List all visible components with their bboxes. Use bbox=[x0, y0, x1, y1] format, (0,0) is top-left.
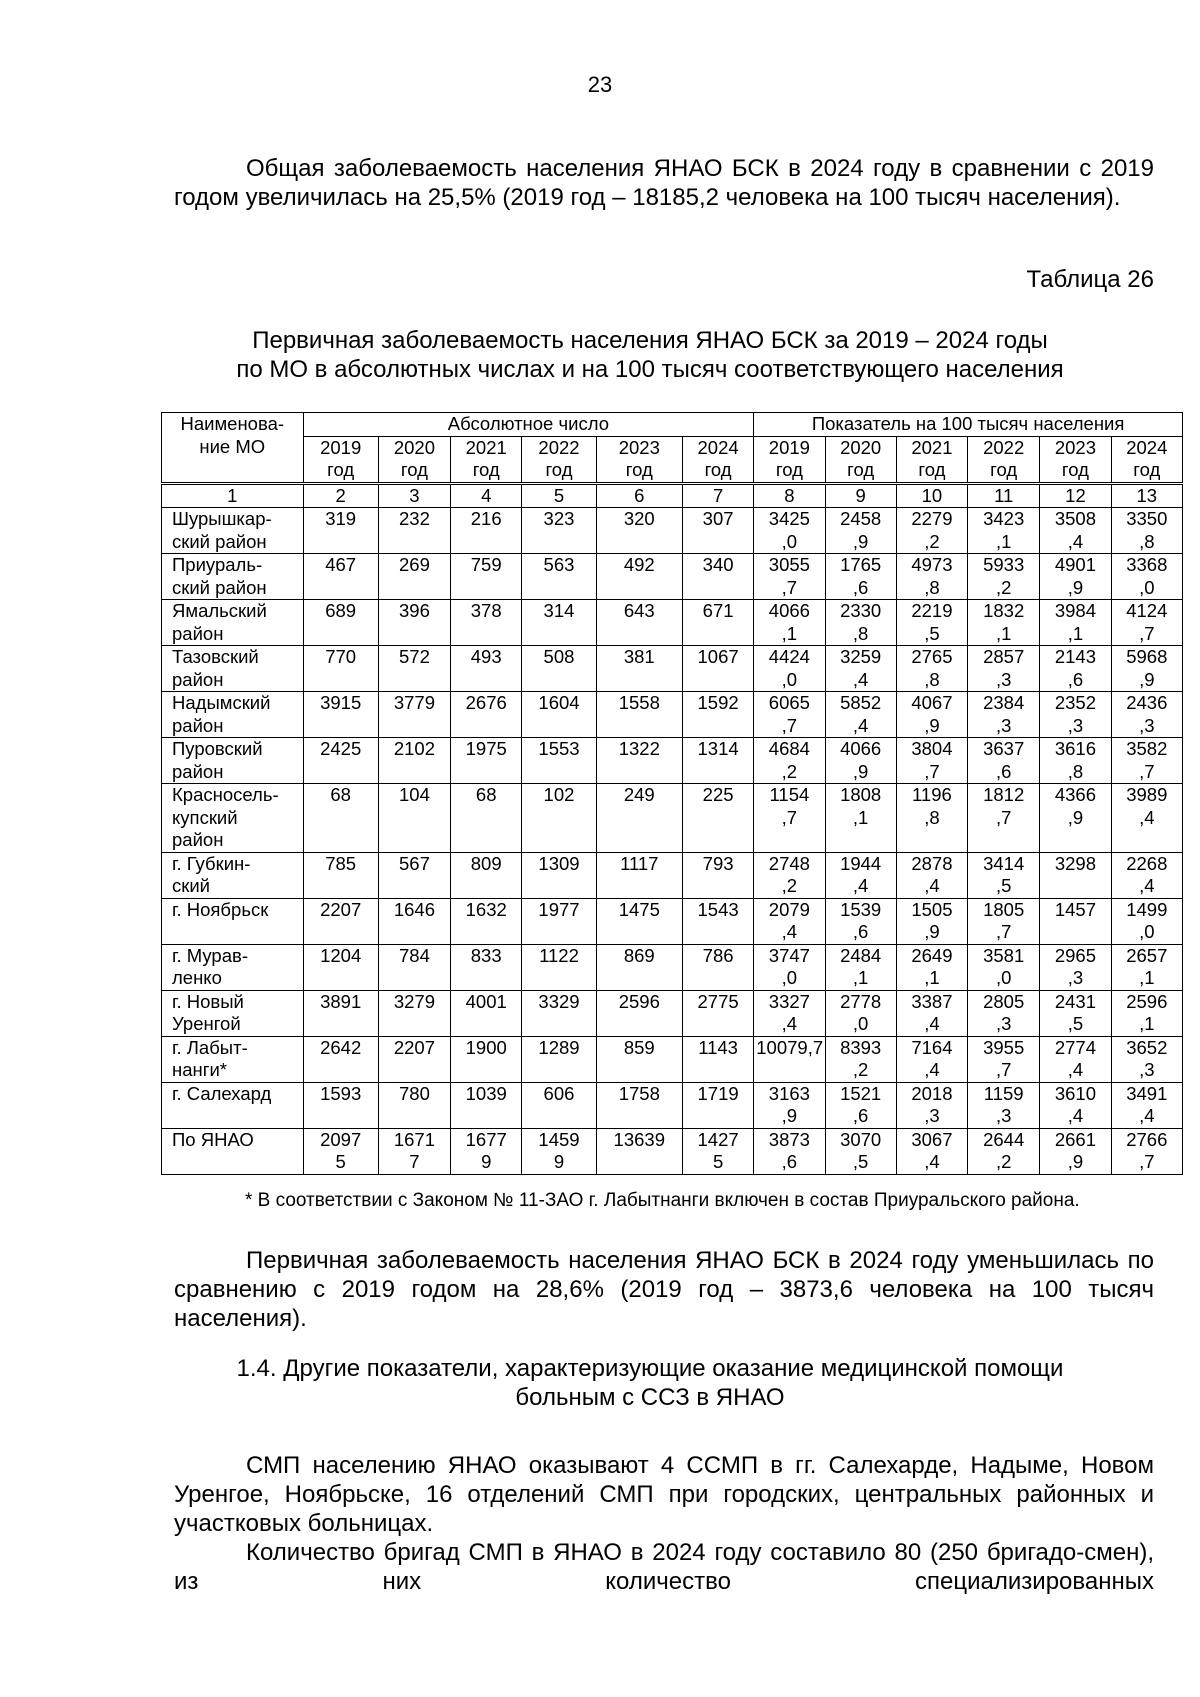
mo-name-cell: Красносель- купский район bbox=[162, 784, 304, 853]
rate-value-cell: 3955 ,7 bbox=[968, 1036, 1040, 1082]
absolute-value-cell: 319 bbox=[303, 508, 378, 554]
rate-value-cell: 7164 ,4 bbox=[896, 1036, 967, 1082]
absolute-value-cell: 1309 bbox=[522, 852, 596, 898]
absolute-value-cell: 249 bbox=[596, 784, 682, 853]
header-year-rate: 2024 год bbox=[1111, 436, 1182, 483]
table-row bbox=[162, 600, 1183, 646]
absolute-value-cell: 104 bbox=[378, 784, 450, 853]
absolute-value-cell: 381 bbox=[596, 646, 682, 692]
section-heading-line-2: больным с ССЗ в ЯНАО bbox=[515, 1384, 785, 1411]
column-number: 9 bbox=[825, 483, 896, 508]
absolute-value-cell: 314 bbox=[522, 600, 596, 646]
rate-value-cell: 2766 ,7 bbox=[1111, 1128, 1182, 1174]
rate-value-cell: 3637 ,6 bbox=[968, 738, 1040, 784]
mo-name-cell: Шурышкар- ский район bbox=[162, 508, 304, 554]
absolute-value-cell: 643 bbox=[596, 600, 682, 646]
absolute-value-cell: 1977 bbox=[522, 898, 596, 944]
absolute-value-cell: 3915 bbox=[303, 692, 378, 738]
mo-name-cell: г. Салехард bbox=[162, 1082, 304, 1128]
absolute-value-cell: 225 bbox=[682, 784, 753, 853]
absolute-value-cell: 859 bbox=[596, 1036, 682, 1082]
rate-value-cell: 2857 ,3 bbox=[968, 646, 1040, 692]
absolute-value-cell: 1427 5 bbox=[682, 1128, 753, 1174]
header-year-abs: 2019 год bbox=[303, 436, 378, 483]
column-number: 12 bbox=[1040, 483, 1111, 508]
rate-value-cell: 1944 ,4 bbox=[825, 852, 896, 898]
absolute-value-cell: 1459 9 bbox=[522, 1128, 596, 1174]
absolute-value-cell: 2775 bbox=[682, 990, 753, 1036]
rate-value-cell: 3350 ,8 bbox=[1111, 508, 1182, 554]
absolute-value-cell: 1719 bbox=[682, 1082, 753, 1128]
header-year-abs: 2022 год bbox=[522, 436, 596, 483]
rate-value-cell: 2649 ,1 bbox=[896, 944, 967, 990]
table-title bbox=[150, 326, 1150, 384]
absolute-value-cell: 1592 bbox=[682, 692, 753, 738]
column-number: 6 bbox=[596, 483, 682, 508]
rate-value-cell: 2352 ,3 bbox=[1040, 692, 1111, 738]
rate-value-cell: 2279 ,2 bbox=[896, 508, 967, 554]
rate-value-cell: 3055 ,7 bbox=[754, 554, 825, 600]
column-number: 8 bbox=[754, 483, 825, 508]
absolute-value-cell: 467 bbox=[303, 554, 378, 600]
absolute-value-cell: 689 bbox=[303, 600, 378, 646]
section-heading-line-1: 1.4. Другие показатели, характеризующие оказание медицинской помощи bbox=[236, 1355, 1064, 1382]
rate-value-cell: 2384 ,3 bbox=[968, 692, 1040, 738]
rate-value-cell: 1812 ,7 bbox=[968, 784, 1040, 853]
absolute-value-cell: 2097 5 bbox=[303, 1128, 378, 1174]
table-row bbox=[162, 1036, 1183, 1082]
absolute-value-cell: 493 bbox=[451, 646, 522, 692]
rate-value-cell: 1505 ,9 bbox=[896, 898, 967, 944]
rate-value-cell: 3259 ,4 bbox=[825, 646, 896, 692]
rate-value-cell: 5933 ,2 bbox=[968, 554, 1040, 600]
rate-value-cell: 3491 ,4 bbox=[1111, 1082, 1182, 1128]
absolute-value-cell: 1632 bbox=[451, 898, 522, 944]
rate-value-cell: 5852 ,4 bbox=[825, 692, 896, 738]
table-row bbox=[162, 554, 1183, 600]
column-number: 4 bbox=[451, 483, 522, 508]
rate-value-cell: 1457 bbox=[1040, 898, 1111, 944]
absolute-value-cell: 606 bbox=[522, 1082, 596, 1128]
rate-value-cell: 3067 ,4 bbox=[896, 1128, 967, 1174]
rate-value-cell: 1499 ,0 bbox=[1111, 898, 1182, 944]
absolute-value-cell: 2425 bbox=[303, 738, 378, 784]
absolute-value-cell: 320 bbox=[596, 508, 682, 554]
rate-value-cell: 5968 ,9 bbox=[1111, 646, 1182, 692]
absolute-value-cell: 1646 bbox=[378, 898, 450, 944]
absolute-value-cell: 563 bbox=[522, 554, 596, 600]
absolute-value-cell: 2676 bbox=[451, 692, 522, 738]
page-number: 23 bbox=[587, 72, 613, 97]
column-number: 7 bbox=[682, 483, 753, 508]
table-row bbox=[162, 898, 1183, 944]
table-header-row-years bbox=[162, 436, 1183, 483]
absolute-value-cell: 396 bbox=[378, 600, 450, 646]
table-row bbox=[162, 738, 1183, 784]
absolute-value-cell: 780 bbox=[378, 1082, 450, 1128]
absolute-value-cell: 1558 bbox=[596, 692, 682, 738]
rate-value-cell: 1832 ,1 bbox=[968, 600, 1040, 646]
rate-value-cell: 3163 ,9 bbox=[754, 1082, 825, 1128]
absolute-value-cell: 1067 bbox=[682, 646, 753, 692]
morbidity-table bbox=[161, 412, 1183, 1175]
mo-name-cell: г. Губкин- ский bbox=[162, 852, 304, 898]
rate-value-cell: 2774 ,4 bbox=[1040, 1036, 1111, 1082]
absolute-value-cell: 671 bbox=[682, 600, 753, 646]
rate-value-cell: 4124 ,7 bbox=[1111, 600, 1182, 646]
header-year-abs: 2020 год bbox=[378, 436, 450, 483]
rate-value-cell: 4901 ,9 bbox=[1040, 554, 1111, 600]
absolute-value-cell: 1604 bbox=[522, 692, 596, 738]
smp-paragraph-1: СМП населению ЯНАО оказывают 4 ССМП в гг. Салехарде, Надыме, Новом Уренгое, Ноябрьске, 16 отделений СМП при городских, центральных районных и участковых больницах. bbox=[174, 1452, 1154, 1537]
rate-value-cell: 3368 ,0 bbox=[1111, 554, 1182, 600]
rate-value-cell: 2778 ,0 bbox=[825, 990, 896, 1036]
table-row bbox=[162, 1082, 1183, 1128]
rate-value-cell: 2965 ,3 bbox=[1040, 944, 1111, 990]
absolute-value-cell: 793 bbox=[682, 852, 753, 898]
rate-value-cell: 2436 ,3 bbox=[1111, 692, 1182, 738]
header-year-abs: 2024 год bbox=[682, 436, 753, 483]
rate-value-cell: 2765 ,8 bbox=[896, 646, 967, 692]
rate-value-cell: 3327 ,4 bbox=[754, 990, 825, 1036]
absolute-value-cell: 869 bbox=[596, 944, 682, 990]
absolute-value-cell: 784 bbox=[378, 944, 450, 990]
rate-value-cell: 6065 ,7 bbox=[754, 692, 825, 738]
absolute-value-cell: 1289 bbox=[522, 1036, 596, 1082]
rate-value-cell: 1154 ,7 bbox=[754, 784, 825, 853]
table-number: Таблица 26 bbox=[1026, 266, 1154, 293]
absolute-value-cell: 786 bbox=[682, 944, 753, 990]
column-number: 11 bbox=[968, 483, 1040, 508]
column-number: 10 bbox=[896, 483, 967, 508]
rate-value-cell: 3616 ,8 bbox=[1040, 738, 1111, 784]
rate-value-cell: 2018 ,3 bbox=[896, 1082, 967, 1128]
absolute-value-cell: 809 bbox=[451, 852, 522, 898]
absolute-value-cell: 833 bbox=[451, 944, 522, 990]
header-year-abs: 2021 год bbox=[451, 436, 522, 483]
absolute-value-cell: 1975 bbox=[451, 738, 522, 784]
rate-value-cell: 8393 ,2 bbox=[825, 1036, 896, 1082]
mo-name-cell: По ЯНАО bbox=[162, 1128, 304, 1174]
absolute-value-cell: 785 bbox=[303, 852, 378, 898]
rate-value-cell: 2219 ,5 bbox=[896, 600, 967, 646]
absolute-value-cell: 3279 bbox=[378, 990, 450, 1036]
table-title-line-1: Первичная заболеваемость населения ЯНАО БСК за 2019 – 2024 годы bbox=[252, 327, 1048, 354]
rate-value-cell: 1805 ,7 bbox=[968, 898, 1040, 944]
absolute-value-cell: 1204 bbox=[303, 944, 378, 990]
absolute-value-cell: 3329 bbox=[522, 990, 596, 1036]
absolute-value-cell: 1543 bbox=[682, 898, 753, 944]
absolute-value-cell: 378 bbox=[451, 600, 522, 646]
absolute-value-cell: 1900 bbox=[451, 1036, 522, 1082]
mo-name-cell: г. Ноябрьск bbox=[162, 898, 304, 944]
absolute-value-cell: 1039 bbox=[451, 1082, 522, 1128]
table-row bbox=[162, 692, 1183, 738]
rate-value-cell: 2644 ,2 bbox=[968, 1128, 1040, 1174]
absolute-value-cell: 2207 bbox=[303, 898, 378, 944]
column-number: 2 bbox=[303, 483, 378, 508]
rate-value-cell: 3425 ,0 bbox=[754, 508, 825, 554]
rate-value-cell: 3652 ,3 bbox=[1111, 1036, 1182, 1082]
table-row bbox=[162, 990, 1183, 1036]
rate-value-cell: 2143 ,6 bbox=[1040, 646, 1111, 692]
table-header-row-groups bbox=[162, 413, 1183, 437]
rate-value-cell: 3989 ,4 bbox=[1111, 784, 1182, 853]
absolute-value-cell: 567 bbox=[378, 852, 450, 898]
header-year-rate: 2020 год bbox=[825, 436, 896, 483]
mo-name-cell: Приураль- ский район bbox=[162, 554, 304, 600]
absolute-value-cell: 68 bbox=[303, 784, 378, 853]
rate-value-cell: 2268 ,4 bbox=[1111, 852, 1182, 898]
rate-value-cell: 2079 ,4 bbox=[754, 898, 825, 944]
absolute-value-cell: 3891 bbox=[303, 990, 378, 1036]
mo-name-cell: Ямальский район bbox=[162, 600, 304, 646]
rate-value-cell: 3298 bbox=[1040, 852, 1111, 898]
absolute-value-cell: 1322 bbox=[596, 738, 682, 784]
header-name-mo: Наименова- ние МО bbox=[162, 413, 304, 484]
rate-value-cell: 1159 ,3 bbox=[968, 1082, 1040, 1128]
absolute-value-cell: 1758 bbox=[596, 1082, 682, 1128]
rate-value-cell: 3610 ,4 bbox=[1040, 1082, 1111, 1128]
absolute-value-cell: 3779 bbox=[378, 692, 450, 738]
rate-value-cell: 2748 ,2 bbox=[754, 852, 825, 898]
column-number: 5 bbox=[522, 483, 596, 508]
rate-value-cell: 3873 ,6 bbox=[754, 1128, 825, 1174]
absolute-value-cell: 1314 bbox=[682, 738, 753, 784]
rate-value-cell: 1196 ,8 bbox=[896, 784, 967, 853]
mo-name-cell: Пуровский район bbox=[162, 738, 304, 784]
rate-value-cell: 3508 ,4 bbox=[1040, 508, 1111, 554]
column-number: 3 bbox=[378, 483, 450, 508]
table-row bbox=[162, 646, 1183, 692]
mo-name-cell: г. Новый Уренгой bbox=[162, 990, 304, 1036]
absolute-value-cell: 232 bbox=[378, 508, 450, 554]
table-row bbox=[162, 1128, 1183, 1174]
table-row bbox=[162, 944, 1183, 990]
absolute-value-cell: 2207 bbox=[378, 1036, 450, 1082]
header-year-rate: 2021 год bbox=[896, 436, 967, 483]
rate-value-cell: 10079,7 bbox=[754, 1036, 825, 1082]
rate-value-cell: 4067 ,9 bbox=[896, 692, 967, 738]
column-number-row bbox=[162, 483, 1183, 508]
absolute-value-cell: 307 bbox=[682, 508, 753, 554]
rate-value-cell: 4366 ,9 bbox=[1040, 784, 1111, 853]
mo-name-cell: г. Лабыт- нанги* bbox=[162, 1036, 304, 1082]
header-group-rate: Показатель на 100 тысяч населения bbox=[754, 413, 1183, 437]
header-year-rate: 2022 год bbox=[968, 436, 1040, 483]
table-title-line-2: по МО в абсолютных числах и на 100 тысяч соответствующего населения bbox=[236, 356, 1064, 383]
rate-value-cell: 3387 ,4 bbox=[896, 990, 967, 1036]
primary-morbidity-paragraph: Первичная заболеваемость населения ЯНАО БСК в 2024 году уменьшилась по сравнению с 2019 годом на 28,6% (2019 год – 3873,6 человека на 100 тысяч населения). bbox=[174, 1247, 1154, 1332]
column-number: 13 bbox=[1111, 483, 1182, 508]
mo-name-cell: г. Мурав- ленко bbox=[162, 944, 304, 990]
header-group-absolute: Абсолютное число bbox=[303, 413, 754, 437]
absolute-value-cell: 1671 7 bbox=[378, 1128, 450, 1174]
absolute-value-cell: 1593 bbox=[303, 1082, 378, 1128]
absolute-value-cell: 4001 bbox=[451, 990, 522, 1036]
absolute-value-cell: 102 bbox=[522, 784, 596, 853]
rate-value-cell: 2330 ,8 bbox=[825, 600, 896, 646]
mo-name-cell: Тазовский район bbox=[162, 646, 304, 692]
rate-value-cell: 3414 ,5 bbox=[968, 852, 1040, 898]
rate-value-cell: 3581 ,0 bbox=[968, 944, 1040, 990]
absolute-value-cell: 1677 9 bbox=[451, 1128, 522, 1174]
absolute-value-cell: 1122 bbox=[522, 944, 596, 990]
absolute-value-cell: 2642 bbox=[303, 1036, 378, 1082]
absolute-value-cell: 508 bbox=[522, 646, 596, 692]
rate-value-cell: 3582 ,7 bbox=[1111, 738, 1182, 784]
absolute-value-cell: 1475 bbox=[596, 898, 682, 944]
table-footnote: * В соответствии с Законом № 11-ЗАО г. Лабытнанги включен в состав Приуральского района. bbox=[245, 1190, 1080, 1211]
smp-paragraph-2: Количество бригад СМП в ЯНАО в 2024 году составило 80 (250 бригадо-смен), из них количество специализированных bbox=[174, 1539, 1154, 1595]
rate-value-cell: 4684 ,2 bbox=[754, 738, 825, 784]
rate-value-cell: 2878 ,4 bbox=[896, 852, 967, 898]
mo-name-cell: Надымский район bbox=[162, 692, 304, 738]
absolute-value-cell: 1553 bbox=[522, 738, 596, 784]
absolute-value-cell: 1117 bbox=[596, 852, 682, 898]
header-year-rate: 2019 год bbox=[754, 436, 825, 483]
rate-value-cell: 1808 ,1 bbox=[825, 784, 896, 853]
rate-value-cell: 3423 ,1 bbox=[968, 508, 1040, 554]
header-year-rate: 2023 год bbox=[1040, 436, 1111, 483]
absolute-value-cell: 340 bbox=[682, 554, 753, 600]
absolute-value-cell: 1143 bbox=[682, 1036, 753, 1082]
rate-value-cell: 2657 ,1 bbox=[1111, 944, 1182, 990]
intro-paragraph: Общая заболеваемость населения ЯНАО БСК в 2024 году в сравнении с 2019 годом увеличилась на 25,5% (2019 год – 18185,2 человека на 100 тысяч населения). bbox=[174, 155, 1154, 211]
rate-value-cell: 2431 ,5 bbox=[1040, 990, 1111, 1036]
section-heading bbox=[150, 1354, 1150, 1412]
rate-value-cell: 4424 ,0 bbox=[754, 646, 825, 692]
absolute-value-cell: 2102 bbox=[378, 738, 450, 784]
absolute-value-cell: 323 bbox=[522, 508, 596, 554]
absolute-value-cell: 492 bbox=[596, 554, 682, 600]
rate-value-cell: 2484 ,1 bbox=[825, 944, 896, 990]
rate-value-cell: 1539 ,6 bbox=[825, 898, 896, 944]
rate-value-cell: 3804 ,7 bbox=[896, 738, 967, 784]
rate-value-cell: 4066 ,9 bbox=[825, 738, 896, 784]
absolute-value-cell: 68 bbox=[451, 784, 522, 853]
rate-value-cell: 4973 ,8 bbox=[896, 554, 967, 600]
absolute-value-cell: 759 bbox=[451, 554, 522, 600]
rate-value-cell: 2661 ,9 bbox=[1040, 1128, 1111, 1174]
table-row bbox=[162, 852, 1183, 898]
header-year-abs: 2023 год bbox=[596, 436, 682, 483]
rate-value-cell: 2458 ,9 bbox=[825, 508, 896, 554]
column-number: 1 bbox=[162, 483, 304, 508]
rate-value-cell: 3984 ,1 bbox=[1040, 600, 1111, 646]
absolute-value-cell: 269 bbox=[378, 554, 450, 600]
absolute-value-cell: 2596 bbox=[596, 990, 682, 1036]
rate-value-cell: 3070 ,5 bbox=[825, 1128, 896, 1174]
absolute-value-cell: 770 bbox=[303, 646, 378, 692]
absolute-value-cell: 572 bbox=[378, 646, 450, 692]
rate-value-cell: 2596 ,1 bbox=[1111, 990, 1182, 1036]
table-row bbox=[162, 784, 1183, 853]
rate-value-cell: 2805 ,3 bbox=[968, 990, 1040, 1036]
rate-value-cell: 4066 ,1 bbox=[754, 600, 825, 646]
table-row bbox=[162, 508, 1183, 554]
absolute-value-cell: 13639 bbox=[596, 1128, 682, 1174]
rate-value-cell: 1521 ,6 bbox=[825, 1082, 896, 1128]
rate-value-cell: 1765 ,6 bbox=[825, 554, 896, 600]
rate-value-cell: 3747 ,0 bbox=[754, 944, 825, 990]
absolute-value-cell: 216 bbox=[451, 508, 522, 554]
